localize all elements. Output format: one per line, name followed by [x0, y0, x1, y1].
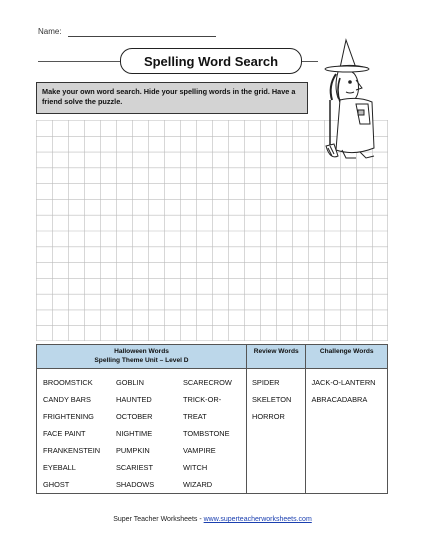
witch-illustration	[316, 38, 392, 160]
halloween-word: SCARECROW	[183, 378, 232, 388]
halloween-word: HAUNTED	[116, 395, 152, 405]
halloween-words-cell	[37, 369, 247, 494]
halloween-col2	[116, 374, 183, 490]
halloween-word: OCTOBER	[116, 412, 153, 422]
spelling-word-table	[36, 344, 388, 494]
halloween-word: WIZARD	[183, 480, 213, 490]
halloween-word: EYEBALL	[43, 463, 76, 473]
halloween-col1	[38, 374, 116, 490]
review-words-cell	[247, 369, 306, 494]
challenge-header: Challenge Words	[306, 345, 388, 369]
halloween-word: CANDY BARS	[43, 395, 91, 405]
challenge-word: JACK-O-LANTERN	[311, 378, 376, 388]
name-line[interactable]	[68, 36, 216, 37]
halloween-word: FRANKENSTEIN	[43, 446, 101, 456]
review-word: SPIDER	[252, 378, 280, 388]
halloween-word: NIGHTIME	[116, 429, 153, 439]
name-label: Name:	[38, 27, 62, 36]
halloween-word: FRIGHTENING	[43, 412, 94, 422]
halloween-header-line1: Halloween Words	[114, 348, 169, 355]
review-word: HORROR	[252, 412, 285, 422]
halloween-word: GHOST	[43, 480, 70, 490]
review-word: SKELETON	[252, 395, 292, 405]
challenge-words-cell	[306, 369, 388, 494]
halloween-word: WITCH	[183, 463, 208, 473]
instructions-box: Make your own word search. Hide your spelling words in the grid. Have a friend solve the puzzle.	[36, 82, 308, 114]
halloween-word: TREAT	[183, 412, 207, 422]
review-list	[248, 370, 304, 492]
footer-text: Super Teacher Worksheets -	[113, 516, 204, 523]
footer	[0, 516, 425, 523]
review-header: Review Words	[247, 345, 306, 369]
halloween-word: SCARIEST	[116, 463, 153, 473]
challenge-list	[307, 370, 386, 492]
halloween-word: BROOMSTICK	[43, 378, 93, 388]
footer-link[interactable]: www.superteacherworksheets.com	[203, 516, 312, 523]
halloween-word: TRICK-OR-	[183, 395, 222, 405]
halloween-word: TOMBSTONE	[183, 429, 230, 439]
halloween-word: PUMPKIN	[116, 446, 150, 456]
halloween-word: FACE PAINT	[43, 429, 86, 439]
witch-icon	[316, 38, 392, 160]
halloween-col3	[183, 374, 245, 490]
halloween-header	[37, 345, 247, 369]
halloween-word: VAMPIRE	[183, 446, 216, 456]
halloween-header-line2: Spelling Theme Unit – Level D	[94, 356, 189, 364]
halloween-word: GOBLIN	[116, 378, 144, 388]
page-title: Spelling Word Search	[120, 48, 302, 74]
challenge-word: ABRACADABRA	[311, 395, 368, 405]
halloween-word: SHADOWS	[116, 480, 155, 490]
